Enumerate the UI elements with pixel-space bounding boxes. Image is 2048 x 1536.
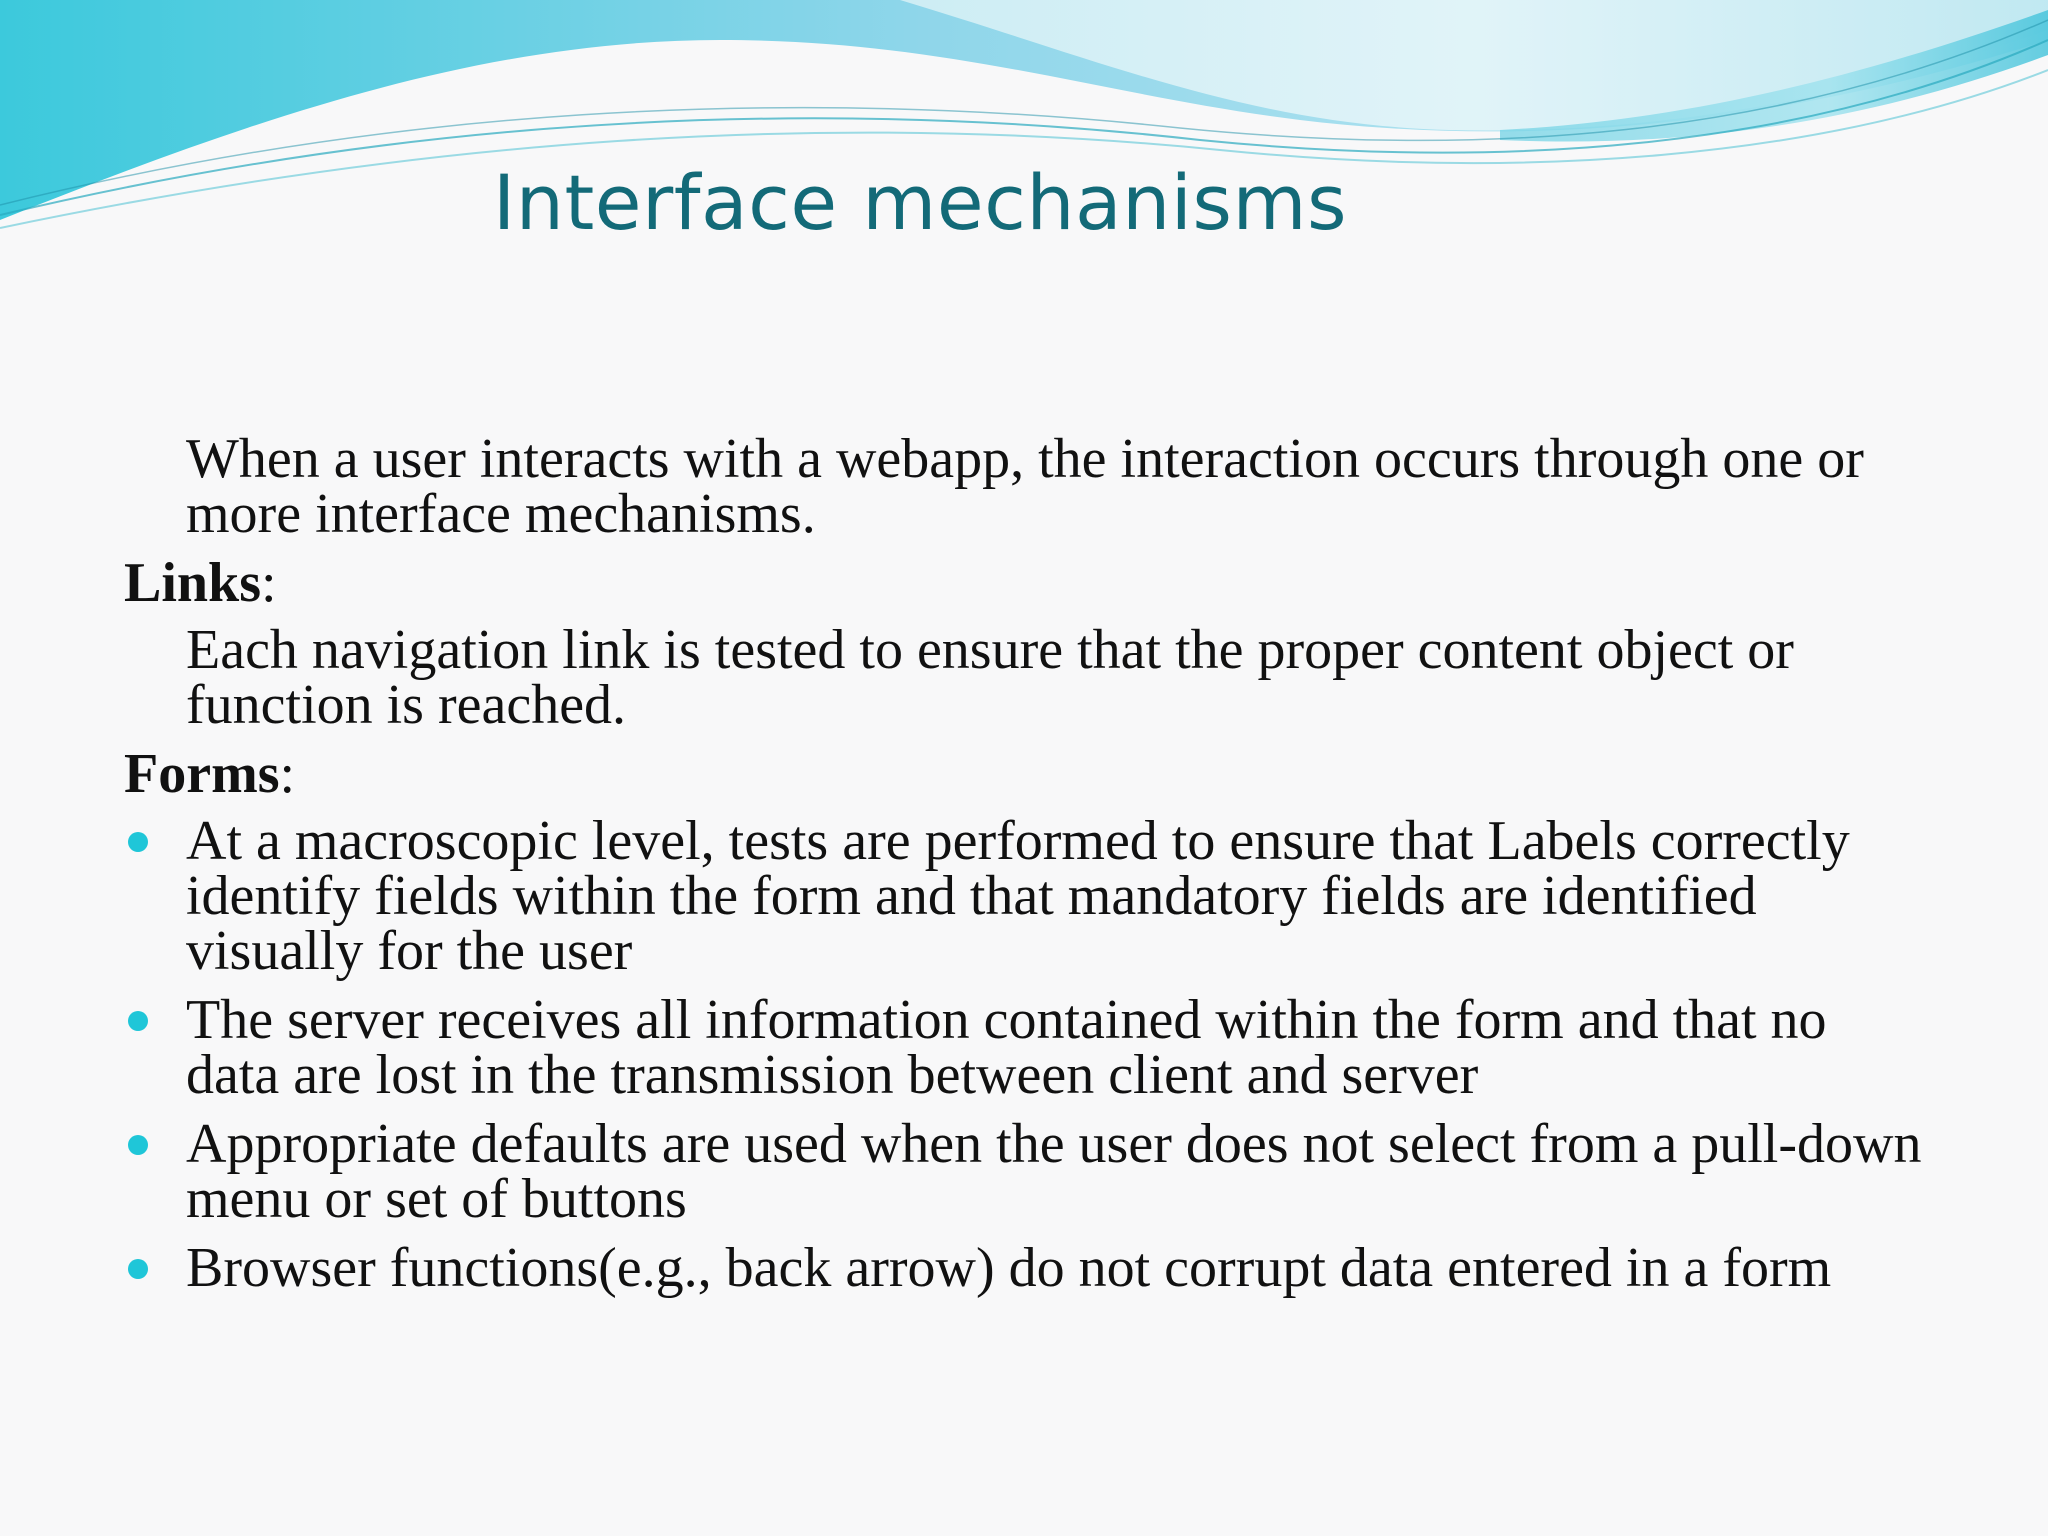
bullet-text: At a macroscopic level, tests are performed to ensure that Labels correctly identify fields within the form and that mandatory fields are identified visually for the user — [186, 810, 1850, 982]
forms-bullet-list — [124, 810, 1924, 1299]
bullet-icon — [128, 1011, 148, 1031]
slide-title: Interface mechanisms — [492, 158, 1348, 247]
intro-paragraph: When a user interacts with a webapp, the interaction occurs through one or more interface mechanisms. — [186, 428, 1864, 545]
links-heading — [124, 552, 1924, 614]
list-item — [124, 1237, 1924, 1299]
links-paragraph: Each navigation link is tested to ensure that the proper content object or function is reached. — [186, 619, 1794, 736]
bullet-icon — [128, 832, 148, 852]
links-heading-colon: : — [261, 552, 277, 614]
bullet-text: Browser functions(e.g., back arrow) do not corrupt data entered in a form — [186, 1237, 1832, 1299]
forms-heading-colon: : — [279, 743, 296, 805]
list-item — [124, 989, 1924, 1106]
list-item — [124, 1113, 1924, 1230]
bullet-icon — [128, 1259, 148, 1279]
list-item — [124, 810, 1924, 982]
links-heading-label: Links — [124, 552, 261, 614]
forms-heading — [124, 743, 1924, 805]
forms-heading-label: Forms — [124, 743, 280, 805]
bullet-text: Appropriate defaults are used when the user does not select from a pull-down menu or set of buttons — [186, 1113, 1922, 1230]
bullet-text: The server receives all information contained within the form and that no data are lost in the transmission between client and server — [186, 989, 1827, 1106]
slide-body — [124, 428, 1924, 1310]
bullet-icon — [128, 1135, 148, 1155]
